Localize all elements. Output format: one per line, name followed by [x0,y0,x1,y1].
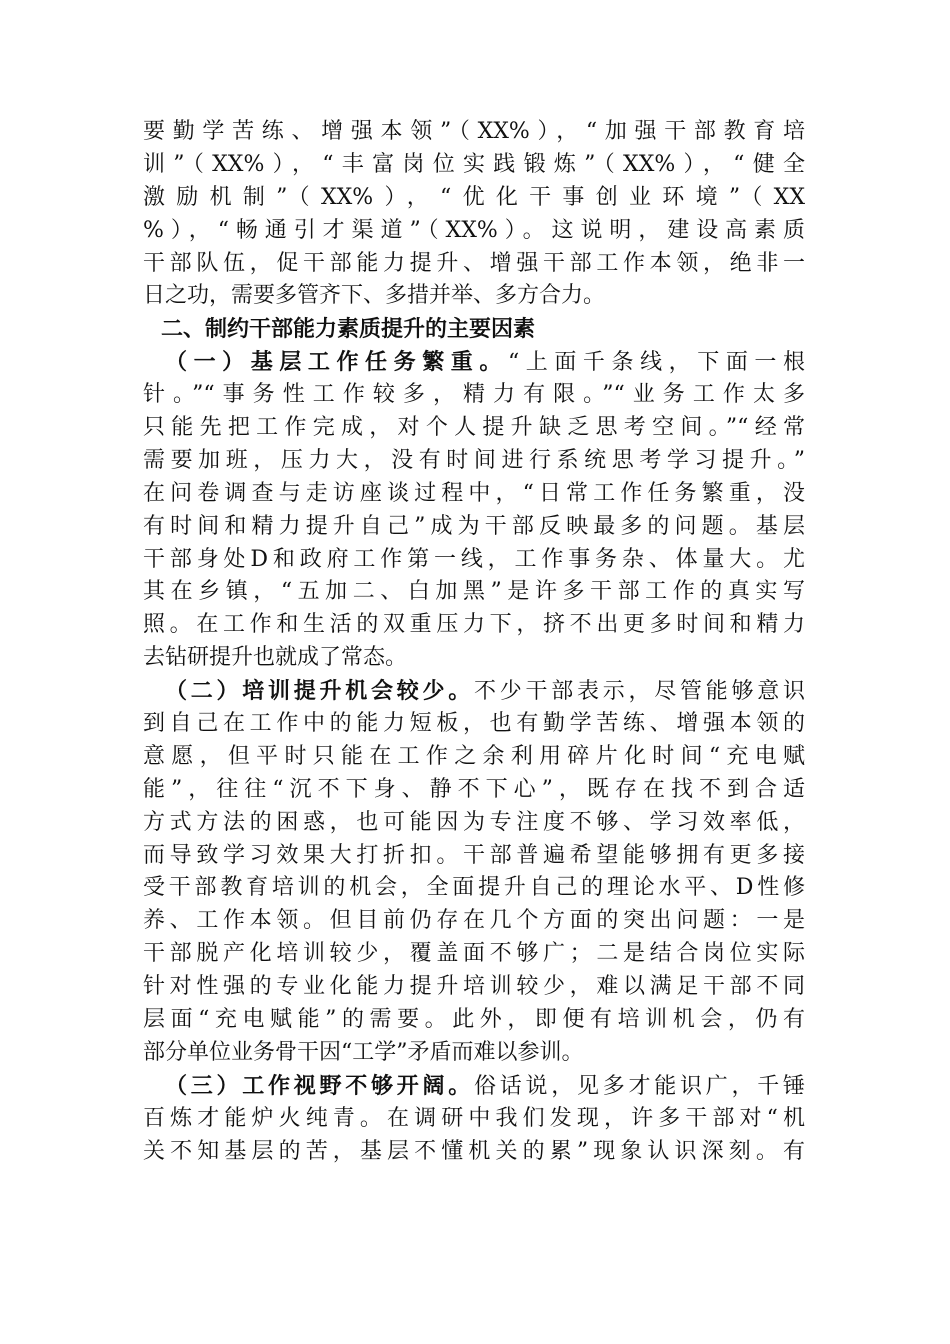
text-line: 针。”“事务性工作较多，精力有限。”“业务工作太多 [143,382,805,408]
subsection-title: （二）培训提升机会较少。 [165,678,474,705]
paragraph-section-1 [143,346,805,675]
text-run: “上面千条线，下面一根 [507,350,805,376]
text-line: 在问卷调查与走访座谈过程中，“日常工作任务繁重，没 [143,480,805,506]
text-line: 养、工作本领。但目前仍存在几个方面的突出问题：一是 [143,908,805,934]
text-line: 需要加班，压力大，没有时间进行系统思考学习提升。” [143,447,805,473]
text-line: 针对性强的专业化能力提升培训较少，难以满足干部不同 [143,974,805,1000]
text-line: 激励机制”（XX%），“优化干事创业环境”（XX [143,184,805,210]
text-line: 其在乡镇，“五加二、白加黑”是许多干部工作的真实写 [143,579,805,605]
text-line [143,1070,805,1103]
text-line: 只能先把工作完成，对个人提升缺乏思考空间。”“经常 [143,415,805,441]
text-line: 能”，往往“沉不下身、静不下心”，既存在找不到合适 [143,776,805,802]
text-line: 受干部教育培训的机会，全面提升自己的理论水平、D性修 [143,875,805,901]
section-heading: 二、制约干部能力素质提升的主要因素 [161,316,536,343]
text-line: 层面“充电赋能”的需要。此外，即便有培训机会，仍有 [143,1007,805,1033]
text-line: 到自己在工作中的能力短板，也有勤学苦练、增强本领的 [143,711,805,737]
text-line: 方式方法的困惑，也可能因为专注度不够、学习效率低， [143,809,805,835]
paragraph-section-3 [143,1070,805,1169]
text-line: 关不知基层的苦，基层不懂机关的累”现象认识深刻。有 [143,1138,805,1164]
paragraph-section-2 [143,675,805,1070]
text-line: 去钻研提升也就成了常态。 [143,645,408,671]
text-run: 俗话说，见多才能识广，千锤 [474,1073,805,1099]
subsection-title: （一）基层工作任务繁重。 [165,349,508,376]
text-line: 干部身处D和政府工作第一线，工作事务杂、体量大。尤 [143,546,805,572]
text-line: %），“畅通引才渠道”（XX%）。这说明，建设高素质 [143,217,805,243]
text-line: 训”（XX%），“丰富岗位实践锻炼”（XX%），“健全 [143,151,805,177]
text-line: 部分单位业务骨干因“工学”矛盾而难以参训。 [143,1039,584,1065]
document-page [143,116,805,1169]
text-line: 有时间和精力提升自己”成为干部反映最多的问题。基层 [143,513,805,539]
text-line: 百炼才能炉火纯青。在调研中我们发现，许多干部对“机 [143,1105,805,1131]
text-line [143,675,805,708]
text-line: 而导致学习效果大打折扣。干部普遍希望能够拥有更多接 [143,842,805,868]
text-line: 照。在工作和生活的双重压力下，挤不出更多时间和精力 [143,612,805,638]
text-line [143,346,805,379]
text-line: 要勤学苦练、增强本领”（XX%），“加强干部教育培 [143,119,805,144]
subsection-title: （三）工作视野不够开阔。 [165,1072,474,1099]
text-line: 日之功，需要多管齐下、多措并举、多方合力。 [143,283,606,309]
text-line: 干部队伍，促干部能力提升、增强干部工作本领，绝非一 [143,250,805,276]
text-line: 干部脱产化培训较少，覆盖面不够广；二是结合岗位实际 [143,941,805,967]
text-line: 意愿，但平时只能在工作之余利用碎片化时间“充电赋 [143,743,805,769]
paragraph-intro [143,116,805,313]
text-run: 不少干部表示，尽管能够意识 [474,679,805,705]
